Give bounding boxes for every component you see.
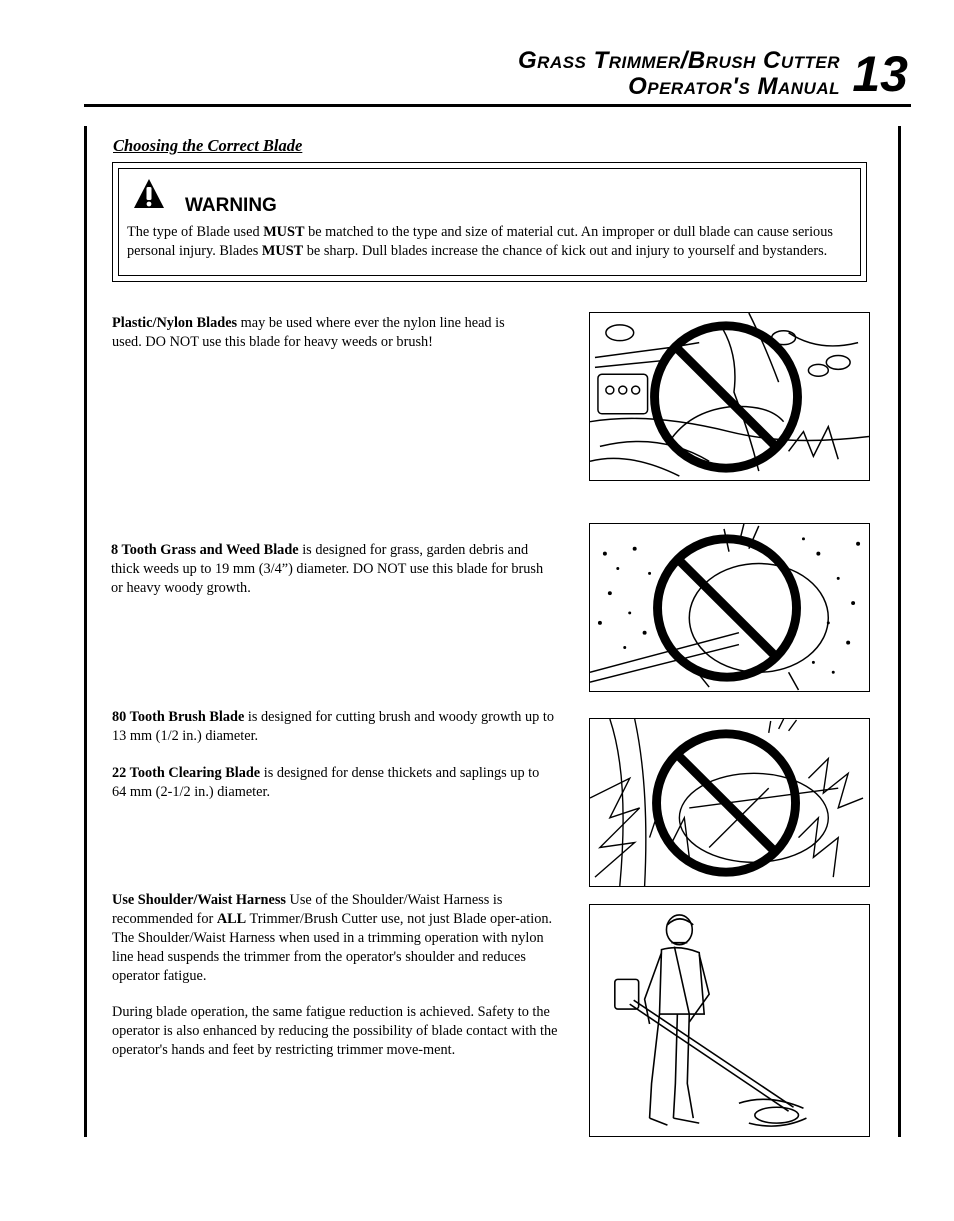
harness-paragraph	[112, 891, 562, 986]
warning-heading: WARNING	[185, 195, 277, 216]
warning-triangle-icon	[133, 178, 165, 210]
prohibition-sign-icon	[655, 326, 798, 468]
harness-emphasis: ALL	[216, 911, 247, 927]
right-margin-rule	[898, 126, 901, 1137]
grass-blade-paragraph	[111, 541, 557, 598]
harness-operator-illustration	[589, 904, 870, 1137]
plastic-blade-paragraph	[112, 314, 530, 352]
grass-blade-name: 8 Tooth Grass and Weed Blade	[111, 542, 299, 558]
grass-blade-illustration	[589, 523, 870, 692]
harness-text: Use of the Shoulder/Waist Harness is recommended for	[112, 892, 503, 927]
plastic-blade-name: Plastic/Nylon Blades	[112, 315, 238, 331]
header-rule	[84, 104, 911, 107]
warning-text-part: be matched to the type and size of material cut. An improper or dull blade can cause serious personal injury. Blades	[127, 224, 833, 259]
prohibition-sign-icon	[657, 734, 796, 872]
warning-text-part: The type of Blade used	[127, 224, 264, 240]
clearing-blade-name: 22 Tooth Clearing Blade	[112, 765, 261, 781]
clearing-blade-paragraph	[112, 764, 552, 802]
brush-blade-paragraph	[112, 708, 564, 746]
harness-paragraph-2: During blade operation, the same fatigue reduction is achieved. Safety to the operator is also enhanced by reducing the possibility of blade contact with the operator's hands and feet by restricting trimmer move-ment.	[112, 1004, 558, 1058]
harness-text: Trimmer/Brush Cutter use, not just Blade oper-ation. The Shoulder/Waist Harness when used in a trimming operation with nylon line head suspends the trimmer from the operator's shoulder and reduces operator fatigue.	[112, 911, 553, 984]
warning-box-inner	[118, 168, 861, 276]
warning-box	[112, 162, 867, 282]
manual-title	[518, 48, 840, 100]
warning-text	[127, 223, 863, 261]
prohibition-sign-icon	[658, 539, 797, 677]
manual-title-line1: Grass Trimmer/Brush Cutter	[518, 47, 840, 74]
page-number: 13	[852, 46, 908, 102]
manual-title-line2: Operator's Manual	[628, 73, 840, 100]
warning-emphasis: MUST	[261, 243, 304, 259]
brush-blade-name: 80 Tooth Brush Blade	[112, 709, 245, 725]
plastic-blade-illustration	[589, 312, 870, 481]
brush-blade-illustration	[589, 718, 870, 887]
harness-name: Use Shoulder/Waist Harness	[112, 892, 286, 908]
left-margin-rule	[84, 126, 87, 1137]
brush-blade-description: is designed for cutting brush and woody growth up to 13 mm (1/2 in.) diameter.	[112, 709, 555, 744]
plastic-blade-description: may be used where ever the nylon line head is used. DO NOT use this blade for heavy weeds or brush!	[112, 315, 505, 350]
clearing-blade-description: is designed for dense thickets and saplings up to 64 mm (2-1/2 in.) diameter.	[112, 765, 540, 800]
warning-emphasis: MUST	[263, 224, 305, 240]
section-heading: Choosing the Correct Blade	[113, 136, 303, 155]
grass-blade-description: is designed for grass, garden debris and thick weeds up to 19 mm (3/4”) diameter. DO NOT use this blade for brush or heavy woody growth.	[111, 542, 544, 596]
warning-text-part: be sharp. Dull blades increase the chance of kick out and injury to yourself and bystanders.	[303, 243, 828, 259]
